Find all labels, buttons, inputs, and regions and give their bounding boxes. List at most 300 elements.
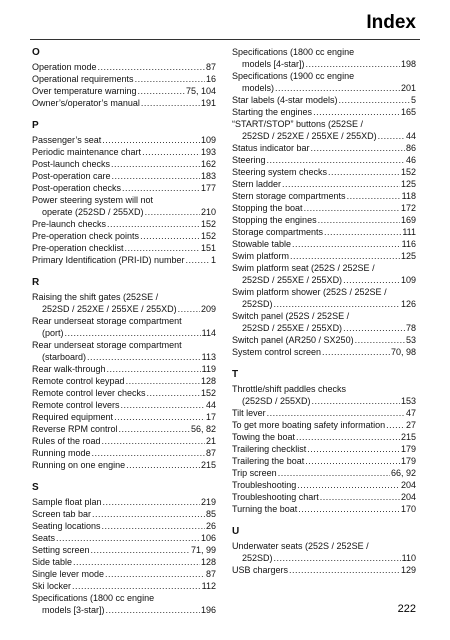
entry-page: 177 xyxy=(200,183,216,193)
index-entry xyxy=(232,118,416,142)
index-entry xyxy=(232,178,416,190)
entry-text: Side table xyxy=(32,557,73,567)
entry-text: Troubleshooting xyxy=(232,480,297,490)
dot-leader xyxy=(306,58,400,70)
entry-text: Operational requirements xyxy=(32,74,134,84)
dot-leader xyxy=(378,130,405,142)
entry-page: 128 xyxy=(200,557,216,567)
index-entry xyxy=(232,70,416,94)
index-entry xyxy=(32,134,216,146)
entry-page: 70, 98 xyxy=(390,347,416,357)
dot-leader xyxy=(122,182,200,194)
entry-text: “START/STOP” buttons (252SE / xyxy=(232,119,364,129)
entry-page: 113 xyxy=(201,352,216,362)
entry-text: (port) xyxy=(42,328,64,338)
index-entry xyxy=(232,238,416,250)
dot-leader xyxy=(119,423,190,435)
index-entry xyxy=(32,520,216,532)
entry-text: Steering system checks xyxy=(232,167,328,177)
entry-page: 21 xyxy=(205,436,216,446)
entry-text: Troubleshooting chart xyxy=(232,492,319,502)
entry-text: Status indicator bar xyxy=(232,143,310,153)
entry-text: Owner’s/operator’s manual xyxy=(32,98,140,108)
dot-leader xyxy=(339,94,410,106)
entry-text: models) xyxy=(242,83,275,93)
dot-leader xyxy=(135,73,205,85)
index-entry xyxy=(32,242,216,254)
entry-page: 172 xyxy=(400,203,416,213)
dot-leader xyxy=(312,395,400,407)
dot-leader xyxy=(125,242,200,254)
entry-text: 252SD) xyxy=(242,299,273,309)
index-entry xyxy=(32,375,216,387)
entry-text: Rear walk-through xyxy=(32,364,106,374)
dot-leader xyxy=(275,82,400,94)
dot-leader xyxy=(121,399,205,411)
dot-leader xyxy=(292,238,401,250)
entry-text: 252SD / 255XE / 255XD) xyxy=(242,275,343,285)
dot-leader xyxy=(298,503,400,515)
entry-text: System control screen xyxy=(232,347,322,357)
entry-text: Stern storage compartments xyxy=(232,191,346,201)
entry-text: Over temperature warning xyxy=(32,86,137,96)
entry-page: 126 xyxy=(400,299,416,309)
entry-text: Steering xyxy=(232,155,266,165)
entry-text: Seating locations xyxy=(32,521,101,531)
index-entry xyxy=(232,467,416,479)
dot-leader xyxy=(111,158,200,170)
index-entry xyxy=(232,202,416,214)
entry-text: Remote control keypad xyxy=(32,376,125,386)
index-entry xyxy=(32,218,216,230)
entry-text: (starboard) xyxy=(42,352,87,362)
index-entry xyxy=(232,190,416,202)
dot-leader xyxy=(105,568,205,580)
index-section xyxy=(32,119,216,266)
index-entry xyxy=(232,346,416,358)
dot-leader xyxy=(126,459,200,471)
entry-page: 17 xyxy=(205,412,216,422)
index-entry xyxy=(32,568,216,580)
entry-text: Stowable table xyxy=(232,239,292,249)
dot-leader xyxy=(178,303,200,315)
index-entry xyxy=(32,592,216,616)
index-entry xyxy=(232,455,416,467)
index-section xyxy=(32,276,216,471)
dot-leader xyxy=(87,351,201,363)
index-entry xyxy=(232,166,416,178)
entry-text: Rear underseat storage compartment xyxy=(32,316,182,326)
dot-leader xyxy=(147,387,200,399)
entry-page: 111 xyxy=(402,227,416,237)
dot-leader xyxy=(282,178,400,190)
dot-leader xyxy=(318,214,400,226)
entry-page: 86 xyxy=(405,143,416,153)
entry-text: Primary Identification (PRI-ID) number xyxy=(32,255,185,265)
dot-leader xyxy=(103,496,200,508)
section-letter: S xyxy=(32,482,39,493)
index-entry xyxy=(32,254,216,266)
dot-leader xyxy=(107,363,201,375)
index-entry xyxy=(32,73,216,85)
index-entry xyxy=(32,544,216,556)
entry-page: 26 xyxy=(205,521,216,531)
entry-page: 119 xyxy=(201,364,216,374)
dot-leader xyxy=(126,375,200,387)
index-entry xyxy=(32,291,216,315)
entry-page: 129 xyxy=(400,565,416,575)
index-entry xyxy=(32,399,216,411)
entry-page: 215 xyxy=(200,460,216,470)
section-letter: O xyxy=(32,47,40,58)
index-entry xyxy=(32,158,216,170)
entry-page: 87 xyxy=(205,569,216,579)
entry-text: Single lever mode xyxy=(32,569,105,579)
entry-page: 209 xyxy=(200,304,216,314)
index-entry xyxy=(32,496,216,508)
entry-page: 87 xyxy=(205,448,216,458)
page-title: Index xyxy=(366,12,416,33)
dot-leader xyxy=(307,443,400,455)
index-entry xyxy=(32,435,216,447)
entry-text: Raising the shift gates (252SE / xyxy=(32,292,159,302)
entry-page: 114 xyxy=(201,328,216,338)
index-entry xyxy=(32,182,216,194)
entry-page: 116 xyxy=(401,239,416,249)
entry-text: Post-operation checks xyxy=(32,183,122,193)
entry-page: 152 xyxy=(200,388,216,398)
entry-page: 215 xyxy=(400,432,416,442)
entry-page: 109 xyxy=(400,275,416,285)
dot-leader xyxy=(56,532,200,544)
dot-leader xyxy=(141,97,200,109)
entry-text: Remote control lever checks xyxy=(32,388,146,398)
entry-text: Remote control levers xyxy=(32,400,120,410)
index-entry xyxy=(32,447,216,459)
dot-leader xyxy=(278,467,390,479)
index-entry xyxy=(232,491,416,503)
index-entry xyxy=(32,556,216,568)
index-section xyxy=(232,525,416,576)
dot-leader xyxy=(112,170,200,182)
entry-page: 191 xyxy=(200,98,216,108)
dot-leader xyxy=(142,146,200,158)
index-entry xyxy=(32,532,216,544)
dot-leader xyxy=(304,202,400,214)
entry-text: Passenger’s seat xyxy=(32,135,102,145)
dot-leader xyxy=(114,411,205,423)
entry-page: 204 xyxy=(400,480,416,490)
dot-leader xyxy=(98,61,205,73)
entry-page: 125 xyxy=(400,179,416,189)
entry-text: Trailering the boat xyxy=(232,456,305,466)
entry-page: 169 xyxy=(400,215,416,225)
entry-page: 109 xyxy=(200,135,216,145)
index-entry xyxy=(232,407,416,419)
index-entry xyxy=(232,226,416,238)
section-letter: P xyxy=(32,120,39,131)
entry-page: 128 xyxy=(200,376,216,386)
entry-text: Storage compartments xyxy=(232,227,324,237)
entry-text: 252SD) xyxy=(242,553,273,563)
dot-leader xyxy=(140,230,200,242)
entry-text: Rear underseat storage compartment xyxy=(32,340,182,350)
dot-leader xyxy=(92,508,205,520)
entry-text: Trip screen xyxy=(232,468,277,478)
index-entry xyxy=(32,146,216,158)
dot-leader xyxy=(72,580,201,592)
entry-page: 71, 99 xyxy=(190,545,216,555)
dot-leader xyxy=(313,106,400,118)
entry-page: 198 xyxy=(400,59,416,69)
entry-page: 27 xyxy=(405,420,416,430)
dot-leader xyxy=(347,190,401,202)
dot-leader xyxy=(343,274,400,286)
entry-page: 56, 82 xyxy=(190,424,216,434)
dot-leader xyxy=(102,134,200,146)
index-section xyxy=(232,46,416,358)
dot-leader xyxy=(355,334,405,346)
entry-text: (252SD / 255XD) xyxy=(242,396,311,406)
dot-leader xyxy=(274,552,401,564)
entry-page: 152 xyxy=(200,231,216,241)
entry-text: Operation mode xyxy=(32,62,97,72)
entry-page: 179 xyxy=(400,456,416,466)
entry-page: 112 xyxy=(201,581,216,591)
entry-text: Swim platform seat (252S / 252SE / xyxy=(232,263,375,273)
index-entry xyxy=(232,540,416,564)
entry-page: 152 xyxy=(400,167,416,177)
entry-text: Sample float plan xyxy=(32,497,102,507)
entry-text: Screen tab bar xyxy=(32,509,92,519)
entry-text: Stopping the engines xyxy=(232,215,317,225)
entry-text: USB chargers xyxy=(232,565,289,575)
entry-page: 106 xyxy=(200,533,216,543)
header-rule xyxy=(30,39,420,40)
index-section xyxy=(32,481,216,616)
dot-leader xyxy=(274,298,400,310)
dot-leader xyxy=(65,327,201,339)
entry-text: Pre-operation checklist xyxy=(32,243,124,253)
index-entry xyxy=(232,94,416,106)
entry-text: Underwater seats (252S / 252SE / xyxy=(232,541,369,551)
index-section xyxy=(232,368,416,515)
index-entry xyxy=(232,106,416,118)
dot-leader xyxy=(102,435,205,447)
entry-text: Reverse RPM control xyxy=(32,424,118,434)
entry-page: 201 xyxy=(400,83,416,93)
entry-page: 179 xyxy=(400,444,416,454)
index-entry xyxy=(232,310,416,334)
section-letter: U xyxy=(232,526,240,537)
index-entry xyxy=(232,479,416,491)
dot-leader xyxy=(297,479,400,491)
entry-page: 183 xyxy=(200,171,216,181)
section-letter: T xyxy=(232,369,239,380)
dot-leader xyxy=(267,407,405,419)
entry-page: 165 xyxy=(400,107,416,117)
entry-text: Specifications (1900 cc engine xyxy=(232,71,355,81)
dot-leader xyxy=(311,142,405,154)
entry-page: 125 xyxy=(400,251,416,261)
index-entry xyxy=(232,214,416,226)
index-entry xyxy=(232,564,416,576)
entry-text: Switch panel (252S / 252SE / xyxy=(232,311,350,321)
entry-page: 1 xyxy=(210,255,216,265)
index-entry xyxy=(232,443,416,455)
index-entry xyxy=(32,85,216,97)
index-entry xyxy=(232,383,416,407)
index-entry xyxy=(32,580,216,592)
entry-text: Specifications (1800 cc engine xyxy=(32,593,155,603)
dot-leader xyxy=(386,419,405,431)
index-column-right xyxy=(232,46,416,586)
dot-leader xyxy=(267,154,405,166)
entry-text: Post-operation care xyxy=(32,171,111,181)
entry-text: models [4-star]) xyxy=(242,59,305,69)
entry-text: operate (252SD / 255XD) xyxy=(42,207,144,217)
entry-page: 85 xyxy=(205,509,216,519)
index-entry xyxy=(232,286,416,310)
page-header xyxy=(0,0,450,46)
entry-text: Rules of the road xyxy=(32,436,101,446)
entry-page: 5 xyxy=(410,95,416,105)
entry-text: Required equipment xyxy=(32,412,114,422)
dot-leader xyxy=(296,431,400,443)
entry-text: Specifications (1800 cc engine xyxy=(232,47,355,57)
entry-text: models [3-star]) xyxy=(42,605,105,615)
dot-leader xyxy=(138,85,185,97)
entry-text: Power steering system will not xyxy=(32,195,154,205)
entry-page: 204 xyxy=(400,492,416,502)
dot-leader xyxy=(107,218,200,230)
index-entry xyxy=(232,334,416,346)
dot-leader xyxy=(73,556,200,568)
entry-text: Setting screen xyxy=(32,545,90,555)
index-entry xyxy=(32,363,216,375)
index-entry xyxy=(232,262,416,286)
index-entry xyxy=(232,46,416,70)
entry-text: Stopping the boat xyxy=(232,203,303,213)
entry-text: Stern ladder xyxy=(232,179,282,189)
entry-text: To get more boating safety information xyxy=(232,420,386,430)
entry-page: 78 xyxy=(405,323,416,333)
dot-leader xyxy=(186,254,210,266)
entry-text: Star labels (4-star models) xyxy=(232,95,338,105)
entry-page: 47 xyxy=(405,408,416,418)
entry-text: 252SD / 252XE / 255XE / 255XD) xyxy=(42,304,177,314)
dot-leader xyxy=(145,206,200,218)
index-entry xyxy=(32,194,216,218)
entry-text: Running mode xyxy=(32,448,91,458)
entry-page: 16 xyxy=(205,74,216,84)
index-entry xyxy=(232,142,416,154)
entry-page: 87 xyxy=(205,62,216,72)
entry-page: 193 xyxy=(200,147,216,157)
entry-page: 170 xyxy=(400,504,416,514)
dot-leader xyxy=(102,520,205,532)
entry-text: Trailering checklist xyxy=(232,444,307,454)
dot-leader xyxy=(92,447,205,459)
entry-page: 75, 104 xyxy=(185,86,216,96)
entry-page: 152 xyxy=(200,219,216,229)
entry-text: Pre-operation check points xyxy=(32,231,140,241)
entry-page: 44 xyxy=(205,400,216,410)
entry-text: Swim platform shower (252S / 252SE / xyxy=(232,287,387,297)
index-entry xyxy=(32,387,216,399)
entry-page: 151 xyxy=(200,243,216,253)
entry-page: 210 xyxy=(200,207,216,217)
section-letter: R xyxy=(32,277,40,288)
index-entry xyxy=(32,315,216,339)
entry-text: Post-launch checks xyxy=(32,159,111,169)
entry-page: 110 xyxy=(401,553,416,563)
entry-text: Throttle/shift paddles checks xyxy=(232,384,347,394)
dot-leader xyxy=(322,346,390,358)
index-entry xyxy=(32,170,216,182)
entry-text: 252SD / 255XE / 255XD) xyxy=(242,323,343,333)
entry-text: Swim platform xyxy=(232,251,290,261)
entry-text: Seats xyxy=(32,533,56,543)
index-column-left xyxy=(32,46,216,626)
entry-text: Tilt lever xyxy=(232,408,266,418)
entry-page: 118 xyxy=(401,191,416,201)
entry-text: Running on one engine xyxy=(32,460,126,470)
entry-text: Turning the boat xyxy=(232,504,298,514)
entry-text: 252SD / 252XE / 255XE / 255XD) xyxy=(242,131,377,141)
entry-text: Pre-launch checks xyxy=(32,219,107,229)
dot-leader xyxy=(324,226,401,238)
index-entry xyxy=(32,61,216,73)
page-number: 222 xyxy=(397,603,416,615)
index-section xyxy=(32,46,216,109)
entry-text: Starting the engines xyxy=(232,107,313,117)
dot-leader xyxy=(305,455,400,467)
dot-leader xyxy=(290,250,400,262)
entry-page: 53 xyxy=(405,335,416,345)
dot-leader xyxy=(91,544,190,556)
entry-page: 66, 92 xyxy=(390,468,416,478)
entry-page: 162 xyxy=(200,159,216,169)
entry-page: 153 xyxy=(400,396,416,406)
dot-leader xyxy=(328,166,400,178)
entry-text: Towing the boat xyxy=(232,432,296,442)
index-entry xyxy=(32,423,216,435)
entry-page: 46 xyxy=(405,155,416,165)
index-entry xyxy=(232,431,416,443)
index-entry xyxy=(232,503,416,515)
index-entry xyxy=(32,97,216,109)
dot-leader xyxy=(289,564,400,576)
index-entry xyxy=(32,411,216,423)
index-entry xyxy=(32,459,216,471)
dot-leader xyxy=(343,322,405,334)
entry-page: 196 xyxy=(200,605,216,615)
entry-text: Ski locker xyxy=(32,581,72,591)
dot-leader xyxy=(320,491,400,503)
dot-leader xyxy=(106,604,200,616)
index-entry xyxy=(32,339,216,363)
index-entry xyxy=(232,419,416,431)
entry-page: 219 xyxy=(200,497,216,507)
index-entry xyxy=(32,508,216,520)
entry-text: Periodic maintenance chart xyxy=(32,147,142,157)
index-entry xyxy=(32,230,216,242)
entry-page: 44 xyxy=(405,131,416,141)
index-entry xyxy=(232,154,416,166)
index-entry xyxy=(232,250,416,262)
entry-text: Switch panel (AR250 / SX250) xyxy=(232,335,354,345)
